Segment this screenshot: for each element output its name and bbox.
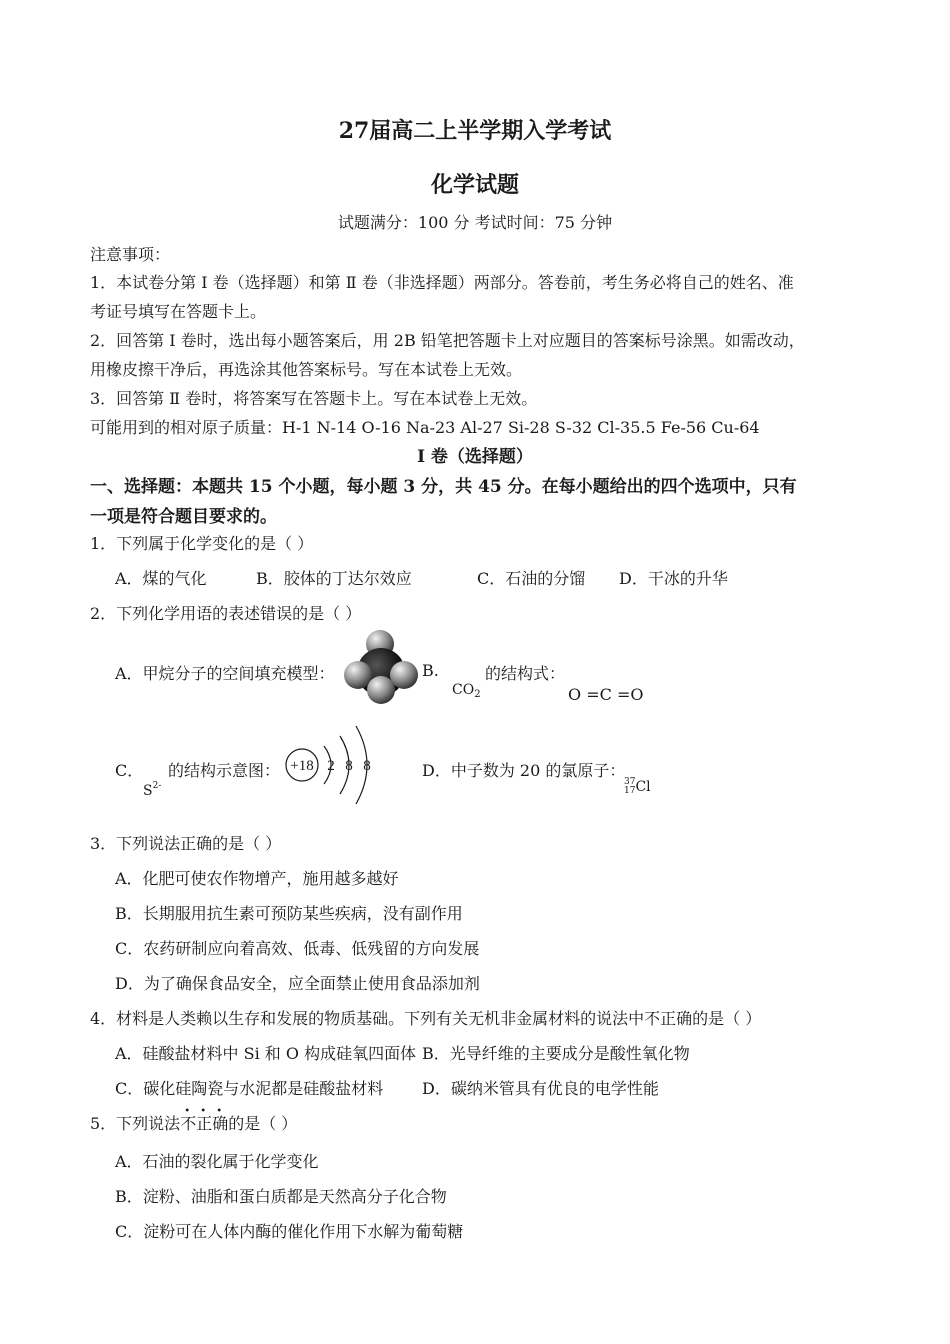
q1-option-b: B．胶体的丁达尔效应 <box>256 569 412 588</box>
shell-electron-count: 2 <box>327 758 335 774</box>
q1-option-c: C．石油的分馏 <box>477 569 586 588</box>
q2-option-c-prefix: C． <box>115 761 144 780</box>
q5-stem-suffix: 的是（ ） <box>228 1114 298 1133</box>
sulfide-ion <box>143 781 161 799</box>
q5-stem-emphasis <box>180 1106 229 1133</box>
q2-option-b-formula <box>452 682 481 700</box>
part1-instructions-line-1: 一、选择题：本题共 15 个小题，每小题 3 分，共 45 分。在每小题给出的四个选项中，只有 <box>90 477 797 497</box>
methane-h-left <box>344 661 372 689</box>
q2-option-d-text: D．中子数为 20 的氯原子： <box>422 761 626 780</box>
subject-title: 化学试题 <box>430 172 519 198</box>
note-1-line-2: 考证号填写在答题卡上。 <box>90 302 267 321</box>
q2-option-b-prefix: B. <box>422 661 439 680</box>
q5-option-a: A．石油的裂化属于化学变化 <box>115 1152 319 1171</box>
co2-structural-formula: O =C =O <box>568 685 644 704</box>
emphasis-dot: • <box>184 1106 191 1117</box>
note-2-line-1: 2．回答第 I 卷时，选出每小题答案后，用 2B 铅笔把答题卡上对应题目的答案标号涂黑。如需改动， <box>90 331 805 350</box>
co2-formula: CO <box>452 682 475 698</box>
q4-option-d: D．碳纳米管具有优良的电学性能 <box>422 1079 659 1098</box>
q3-option-d: D．为了确保食品安全，应全面禁止使用食品添加剂 <box>115 974 480 993</box>
isotope-numbers <box>624 778 635 796</box>
methane-h-right <box>390 661 418 689</box>
emphasis-dot: • <box>200 1106 207 1117</box>
part1-instructions-line-2: 一项是符合题目要求的。 <box>90 507 277 527</box>
nucleus-charge: +18 <box>290 758 314 774</box>
sulfide-symbol: S <box>143 783 153 799</box>
emphasis-dot: • <box>216 1106 223 1117</box>
co2-subscript: 2 <box>474 689 481 700</box>
part1-title: I 卷（选择题） <box>417 447 533 467</box>
chlorine-isotope <box>624 778 651 796</box>
note-3: 3．回答第 Ⅱ 卷时，将答案写在答题卡上。写在本试卷上无效。 <box>90 389 538 408</box>
atomic-masses: 可能用到的相对原子质量：H-1 N-14 O-16 Na-23 Al-27 Si-28 S-32 Cl-35.5 Fe-56 Cu-64 <box>90 418 760 437</box>
q2-stem: 2．下列化学用语的表述错误的是（ ） <box>90 604 362 623</box>
shell-electron-count: 8 <box>345 758 353 774</box>
sulfide-charge: 2- <box>152 781 162 791</box>
exam-title: 27届高二上半学期入学考试 <box>338 118 612 144</box>
sulfide-structure-diagram <box>282 718 382 806</box>
mass-number: 37 <box>624 777 636 787</box>
q2-option-c-text: 的结构示意图： <box>168 761 281 780</box>
chlorine-symbol: Cl <box>635 779 651 795</box>
q3-option-c: C．农药研制应向着高效、低毒、低残留的方向发展 <box>115 939 480 958</box>
methane-h-bottom <box>367 676 395 704</box>
q3-stem: 3．下列说法正确的是（ ） <box>90 834 282 853</box>
q4-option-c: C．碳化硅陶瓷与水泥都是硅酸盐材料 <box>115 1079 384 1098</box>
methane-model-image <box>340 628 426 706</box>
q4-option-a: A．硅酸盐材料中 Si 和 O 构成硅氧四面体 <box>115 1044 417 1063</box>
q4-option-b: B．光导纤维的主要成分是酸性氧化物 <box>422 1044 690 1063</box>
q3-option-b: B．长期服用抗生素可预防某些疾病，没有副作用 <box>115 904 463 923</box>
q1-option-a: A．煤的气化 <box>115 569 207 588</box>
q1-option-d: D．干冰的升华 <box>619 569 728 588</box>
q3-option-a: A．化肥可使农作物增产，施用越多越好 <box>115 869 399 888</box>
q5-option-c: C．淀粉可在人体内酶的催化作用下水解为葡萄糖 <box>115 1222 464 1241</box>
note-2-line-2: 用橡皮擦干净后，再选涂其他答案标号。写在本试卷上无效。 <box>90 360 523 379</box>
q2-option-a: A．甲烷分子的空间填充模型： <box>115 664 335 683</box>
q5-stem <box>90 1106 298 1134</box>
shell-electron-count: 8 <box>363 758 371 774</box>
exam-meta: 试题满分：100 分 考试时间：75 分钟 <box>337 213 613 232</box>
atomic-number: 17 <box>624 786 636 796</box>
q1-stem: 1．下列属于化学变化的是（ ） <box>90 534 314 553</box>
notes-heading: 注意事项： <box>90 245 171 264</box>
q2-option-b-text: 的结构式： <box>485 664 566 683</box>
q5-emphasis-text: 不正确 <box>180 1114 229 1133</box>
q4-stem: 4．材料是人类赖以生存和发展的物质基础。下列有关无机非金属材料的说法中不正确的是（ ） <box>90 1009 762 1028</box>
note-1-line-1: 1．本试卷分第 I 卷（选择题）和第 Ⅱ 卷（非选择题）两部分。答卷前，考生务必将自己的姓名、准 <box>90 273 794 292</box>
q5-option-b: B．淀粉、油脂和蛋白质都是天然高分子化合物 <box>115 1187 447 1206</box>
q5-stem-prefix: 5．下列说法 <box>90 1114 181 1133</box>
